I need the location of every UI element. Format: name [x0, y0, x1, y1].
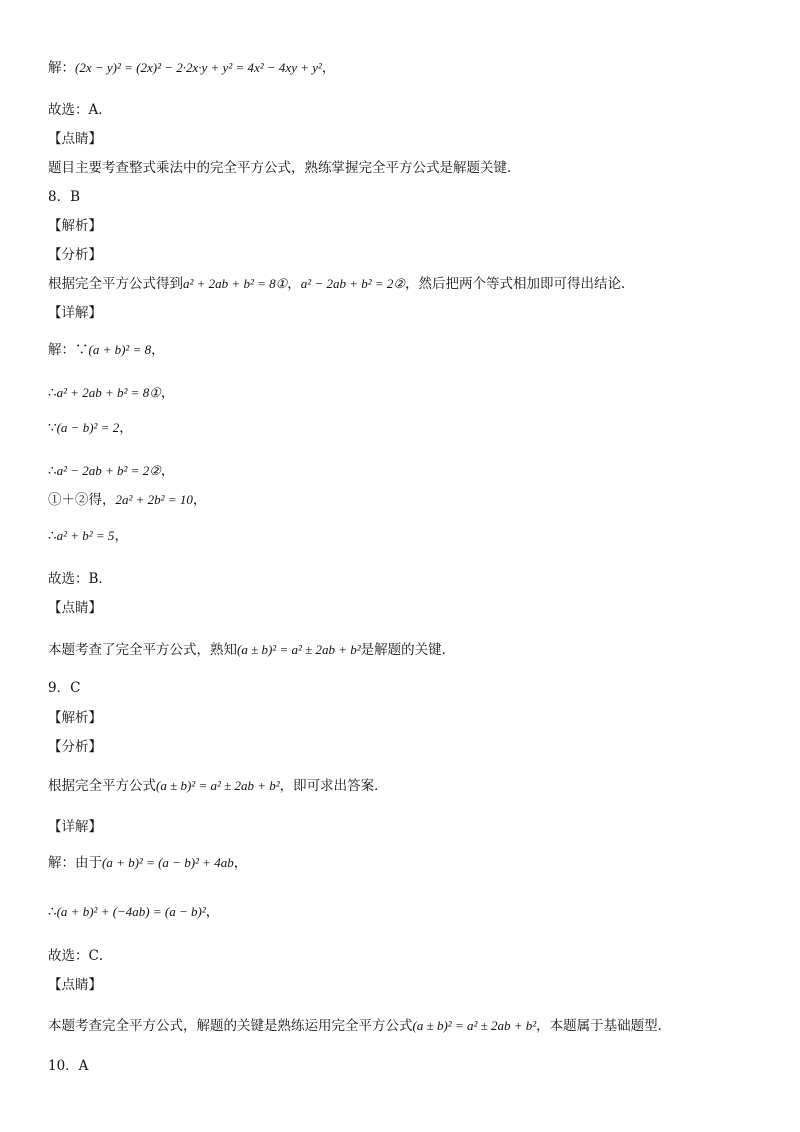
q8-step-5-pre: ①＋②得， — [48, 492, 116, 508]
q8-fenxi-mid: ， — [287, 276, 301, 292]
q8-fenxi-eq1: a² + 2ab + b² = 8① — [183, 276, 288, 291]
q9-fenxi-pre: 根据完全平方公式 — [48, 778, 156, 794]
q9-step-1 — [48, 853, 247, 873]
q9-fenxi-expr: (a ± b)² = a² ± 2ab + b² — [156, 778, 280, 793]
q7-expression: (2x − y)² = (2x)² − 2·2x·y + y² = 4x² − 4xy + y² — [75, 60, 322, 75]
q9-number: 9．C — [48, 680, 81, 696]
q9-fenxi-heading: 【分析】 — [48, 739, 102, 755]
q8-xiangjie-heading: 【详解】 — [48, 305, 102, 321]
q8-fenxi-line — [48, 274, 635, 294]
q8-step-4-expr: a² − 2ab + b² = 2② — [56, 463, 161, 478]
q9-step-1-post: ， — [233, 855, 248, 871]
q8-step-4-post: ， — [160, 463, 175, 479]
q9-xiangjie-heading: 【详解】 — [48, 819, 102, 835]
q9-dianjing-line — [48, 1016, 671, 1036]
q8-step-6 — [48, 526, 128, 546]
q9-step-2 — [48, 902, 219, 922]
q8-step-2-expr: a² + 2ab + b² = 8① — [56, 385, 161, 400]
q7-answer: 故选：A． — [48, 102, 112, 118]
q8-step-3-pre: ∵ — [48, 420, 57, 436]
q9-dianjing-post: ，本题属于基础题型． — [536, 1018, 672, 1034]
q9-dianjing-heading: 【点睛】 — [48, 977, 102, 993]
q9-fenxi-line — [48, 776, 388, 796]
q8-fenxi-post: ，然后把两个等式相加即可得出结论． — [405, 276, 635, 292]
q8-step-2 — [48, 383, 174, 403]
q8-answer: 故选：B． — [48, 571, 112, 587]
q7-comma: ， — [321, 60, 336, 76]
q9-step-1-pre: 解：由于 — [48, 855, 102, 871]
q8-number: 8．B — [48, 189, 81, 205]
q8-step-6-post: ， — [114, 528, 128, 544]
q8-step-2-pre: ∴ — [48, 385, 57, 401]
q7-dianjing-heading: 【点睛】 — [48, 131, 102, 147]
q8-step-3 — [48, 418, 133, 438]
q7-solution-line — [48, 58, 335, 78]
q8-step-6-pre: ∴ — [48, 528, 57, 544]
q8-step-5-post: ， — [192, 492, 207, 508]
q9-jiexi-heading: 【解析】 — [48, 710, 102, 726]
q9-step-1-expr: (a + b)² = (a − b)² + 4ab — [102, 855, 234, 870]
q9-dianjing-expr: (a ± b)² = a² ± 2ab + b² — [412, 1018, 537, 1033]
q8-dianjing-post: 是解题的关键． — [360, 642, 456, 658]
q9-fenxi-post: ，即可求出答案． — [279, 778, 388, 794]
q8-dianjing-expr: (a ± b)² = a² ± 2ab + b² — [237, 642, 361, 657]
q9-dianjing-pre: 本题考查完全平方公式，解题的关键是熟练运用完全平方公式 — [48, 1018, 413, 1034]
q8-step-4 — [48, 461, 174, 481]
q9-step-2-expr: (a + b)² + (−4ab) = (a − b)² — [56, 904, 206, 919]
q10-number: 10．A — [48, 1058, 89, 1074]
q8-step-5 — [48, 490, 206, 510]
q8-step-4-pre: ∴ — [48, 463, 57, 479]
q9-answer: 故选：C． — [48, 948, 113, 964]
q8-dianjing-heading: 【点睛】 — [48, 600, 102, 616]
q8-step-1-post: ， — [151, 342, 165, 358]
q8-step-2-post: ， — [160, 385, 175, 401]
q8-step-1 — [48, 340, 165, 360]
q8-step-3-expr: (a − b)² = 2 — [56, 420, 120, 435]
q8-jiexi-heading: 【解析】 — [48, 218, 102, 234]
q7-dianjing-text: 题目主要考查整式乘法中的完全平方公式，熟练掌握完全平方公式是解题关键． — [48, 160, 521, 176]
q8-dianjing-pre: 本题考查了完全平方公式，熟知 — [48, 642, 237, 658]
q7-jie-label: 解： — [48, 60, 75, 76]
q9-step-2-pre: ∴ — [48, 904, 57, 920]
q8-step-1-expr: (a + b)² = 8 — [88, 342, 152, 357]
q9-step-2-post: ， — [205, 904, 220, 920]
q8-step-5-expr: 2a² + 2b² = 10 — [115, 492, 193, 507]
q8-fenxi-pre: 根据完全平方公式得到 — [48, 276, 183, 292]
q8-step-6-expr: a² + b² = 5 — [56, 528, 115, 543]
q8-fenxi-heading: 【分析】 — [48, 247, 102, 263]
q8-step-1-pre: 解：∵ — [48, 342, 89, 358]
q8-step-3-post: ， — [119, 420, 133, 436]
q8-dianjing-line — [48, 640, 455, 660]
q8-fenxi-eq2: a² − 2ab + b² = 2② — [300, 276, 406, 291]
